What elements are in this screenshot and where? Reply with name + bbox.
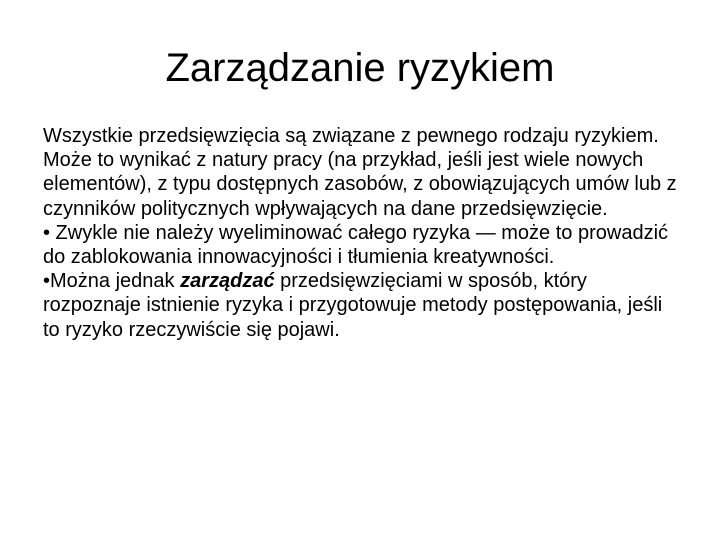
bullet-risk-management-suffix: przedsięwzięciami w sposób, który rozpoznaje istnienie ryzyka i przygotowuje metody postępowania, jeśli to ryzyko rzeczywiście się pojawi. [43,270,663,341]
paragraph-intro: Wszystkie przedsięwzięcia są związane z pewnego rodzaju ryzykiem. Może to wynikać z natury pracy (na przykład, jeśli jest wiele nowych elementów), z typu dostępnych zasobów, z obowiązujących umów lub z czynników politycznych wpływających na dane przedsięwzięcie. [43,125,677,220]
bullet-risk-elimination: • Zwykle nie należy wyeliminować całego ryzyka — może to prowadzić do zablokowania innowacyjności i tłumienia kreatywności. [43,221,669,269]
slide-title: Zarządzanie ryzykiem [165,46,555,90]
slide-body [43,124,683,342]
bullet-risk-management-prefix: •Można jednak [43,270,181,293]
emphasis-manage: zarządzać [180,270,275,293]
bullet-risk-management [43,269,683,342]
